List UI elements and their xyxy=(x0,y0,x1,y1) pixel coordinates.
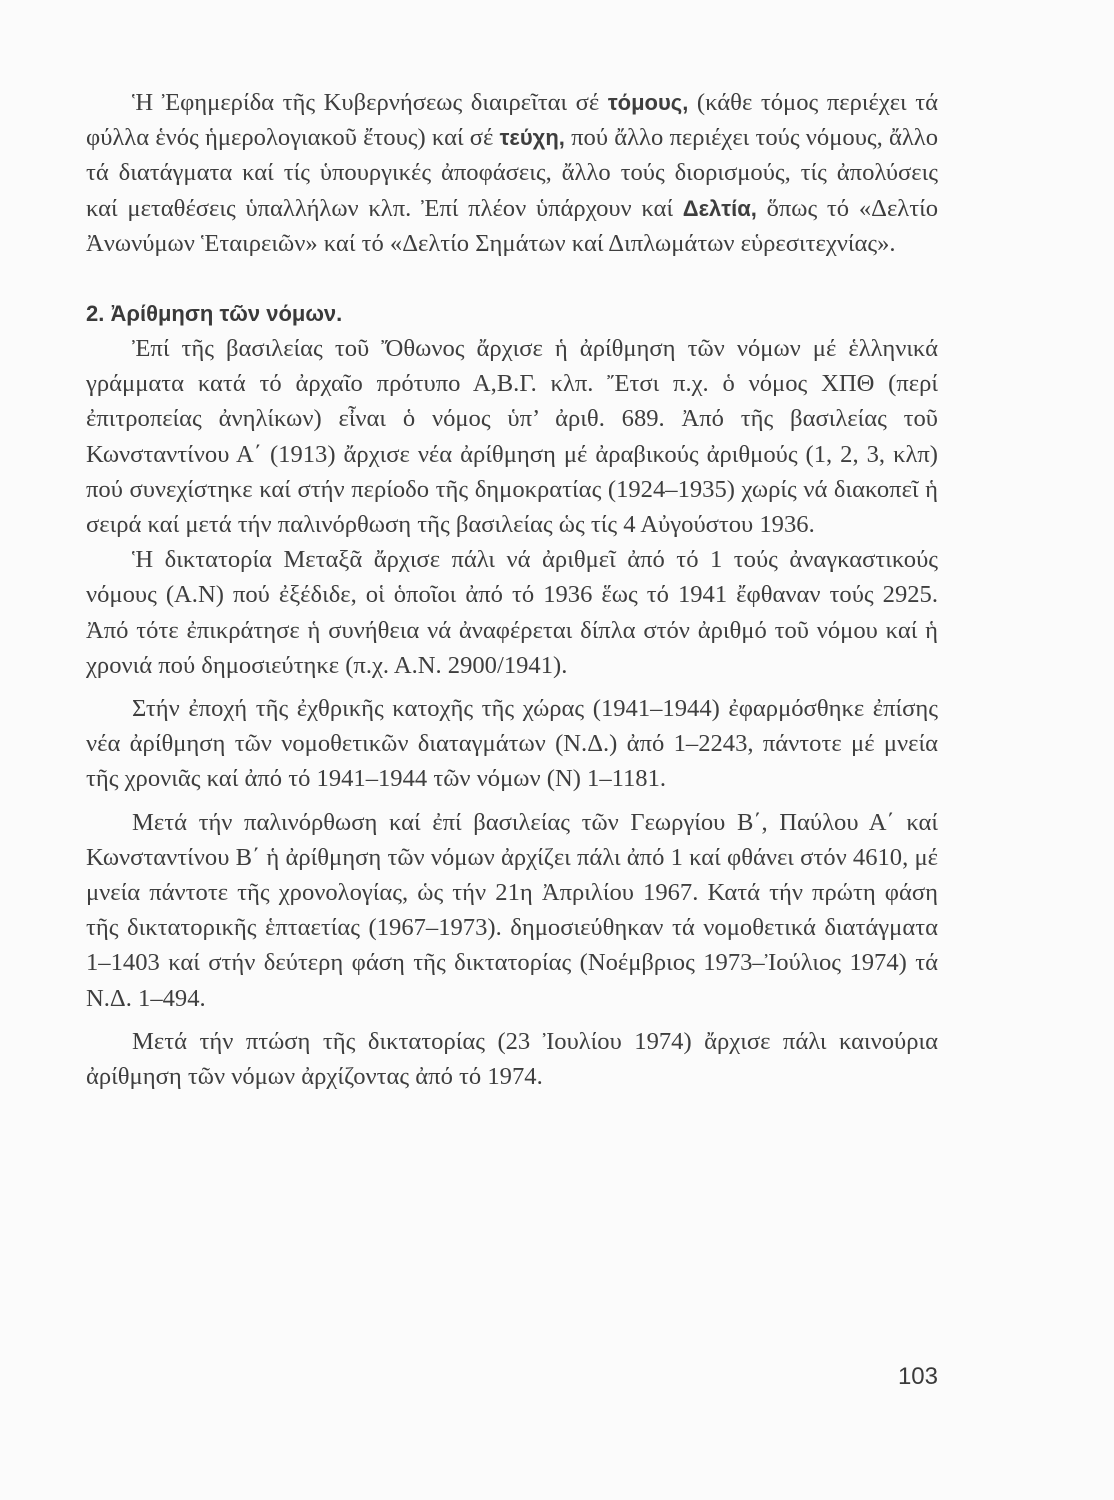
page-number: 103 xyxy=(897,1363,938,1390)
term-teuxi: τεύχη, xyxy=(499,125,565,151)
page-body xyxy=(86,85,938,1094)
paragraph-restoration: Μετά τήν παλινόρθωση καί ἐπί βασιλείας τῶν Γεωργίου Β΄, Παύλου Α΄ καί Κωνσταντίνου Β΄ ἡ ἀρίθμηση τῶν νόμων ἀρχίζει πάλι ἀπό 1 καί φθάνει στόν 4610, μέ μνεία πάντοτε τῆς χρονολογίας, ὡς τήν 21η Ἀπριλίου 1967. Κατά τήν πρώτη φάση τῆς δικτατορικῆς ἑπταετίας (1967–1973). δημοσιεύθηκαν τά νομοθετικά διατάγματα 1–1403 καί στήν δεύτερη φάση τῆς δικτατορίας (Νοέμβριος 1973–Ἰούλιος 1974) τά Ν.Δ. 1–494. xyxy=(86,808,938,1012)
intro-paragraph xyxy=(86,85,938,261)
paragraph-1974: Μετά τήν πτώση τῆς δικτατορίας (23 Ἰουλίου 1974) ἄρχισε πάλι καινούρια ἀρίθμηση τῶν νόμων ἀρχίζοντας ἀπό τό 1974. xyxy=(86,1027,938,1091)
intro-text-1: Ἡ Ἐφημερίδα τῆς Κυβερνήσεως διαιρεῖται σέ xyxy=(132,89,608,116)
paragraph-metaxas: Ἡ δικτατορία Μεταξᾶ ἄρχισε πάλι νά ἀριθμεῖ ἀπό τό 1 τούς ἀναγκαστικούς νόμους (Α.Ν) πού ἐξέδιδε, οἱ ὁποῖοι ἀπό τό 1936 ἕως τό 1941 ἔφθαναν τούς 2925. Ἀπό τότε ἐπικράτησε ἡ συνήθεια νά ἀναφέρεται δίπλα στόν ἀριθμό τοῦ νόμου καί ἡ χρονιά πού δημοσιεύτηκε (π.χ. Α.Ν. 2900/1941). xyxy=(86,546,938,679)
section-heading: 2. Ἀρίθμηση τῶν νόμων. xyxy=(86,301,343,327)
paragraph-occupation: Στήν ἐποχή τῆς ἐχθρικῆς κατοχῆς τῆς χώρας (1941–1944) ἐφαρμόσθηκε ἐπίσης νέα ἀρίθμηση τῶν νομοθετικῶν διαταγμάτων (Ν.Δ.) ἀπό 1–2243, πάντοτε μέ μνεία τῆς χρονιᾶς καί ἀπό τό 1941–1944 τῶν νόμων (Ν) 1–1181. xyxy=(86,695,938,793)
intro-text-3: πού ἄλλο περιέχει τούς νόμους, ἄλλο τά διατάγματα καί τίς ὑπουργικές ἀποφάσεις, ἄλλο τούς διορισμούς, τίς ἀπολύσεις καί μεταθέσεις ὑπαλλήλων κλπ. Ἐπί πλέον ὑπάρχουν καί xyxy=(86,124,938,222)
term-tomoi: τόμους, xyxy=(607,90,689,115)
intro-text-4: ὅπως τό «Δελτίο Ἀνωνύμων Ἑταιρειῶν» καί τό «Δελτίο Σημάτων καί Διπλωμάτων εὑρεσιτεχνίας». xyxy=(86,194,938,257)
term-deltia: Δελτία, xyxy=(682,195,757,221)
paragraph-othonas: Ἐπί τῆς βασιλείας τοῦ Ὄθωνος ἄρχισε ἡ ἀρίθμηση τῶν νόμων μέ ἑλληνικά γράμματα κατά τό ἀρχαῖο πρότυπο Α,Β.Γ. κλπ. Ἔτσι π.χ. ὁ νόμος ΧΠΘ (περί ἐπιτροπείας ἀνηλίκων) εἶναι ὁ νόμος ὑπ’ ἀριθ. 689. Ἀπό τῆς βασιλείας τοῦ Κωνσταντίνου Α΄ (1913) ἄρχισε νέα ἀρίθμηση μέ ἀραβικούς ἀριθμούς (1, 2, 3, κλπ) πού συνεχίστηκε καί στήν περίοδο τῆς δημοκρατίας (1924–1935) χωρίς νά διακοπεῖ ἡ σειρά καί μετά τήν παλινόρθωση τῆς βασιλείας ὡς τίς 4 Αὐγούστου 1936. xyxy=(86,335,938,539)
intro-text-2: (κάθε τόμος περιέχει τά φύλλα ἑνός ἡμερολογιακοῦ ἔτους) καί σέ xyxy=(86,89,938,152)
